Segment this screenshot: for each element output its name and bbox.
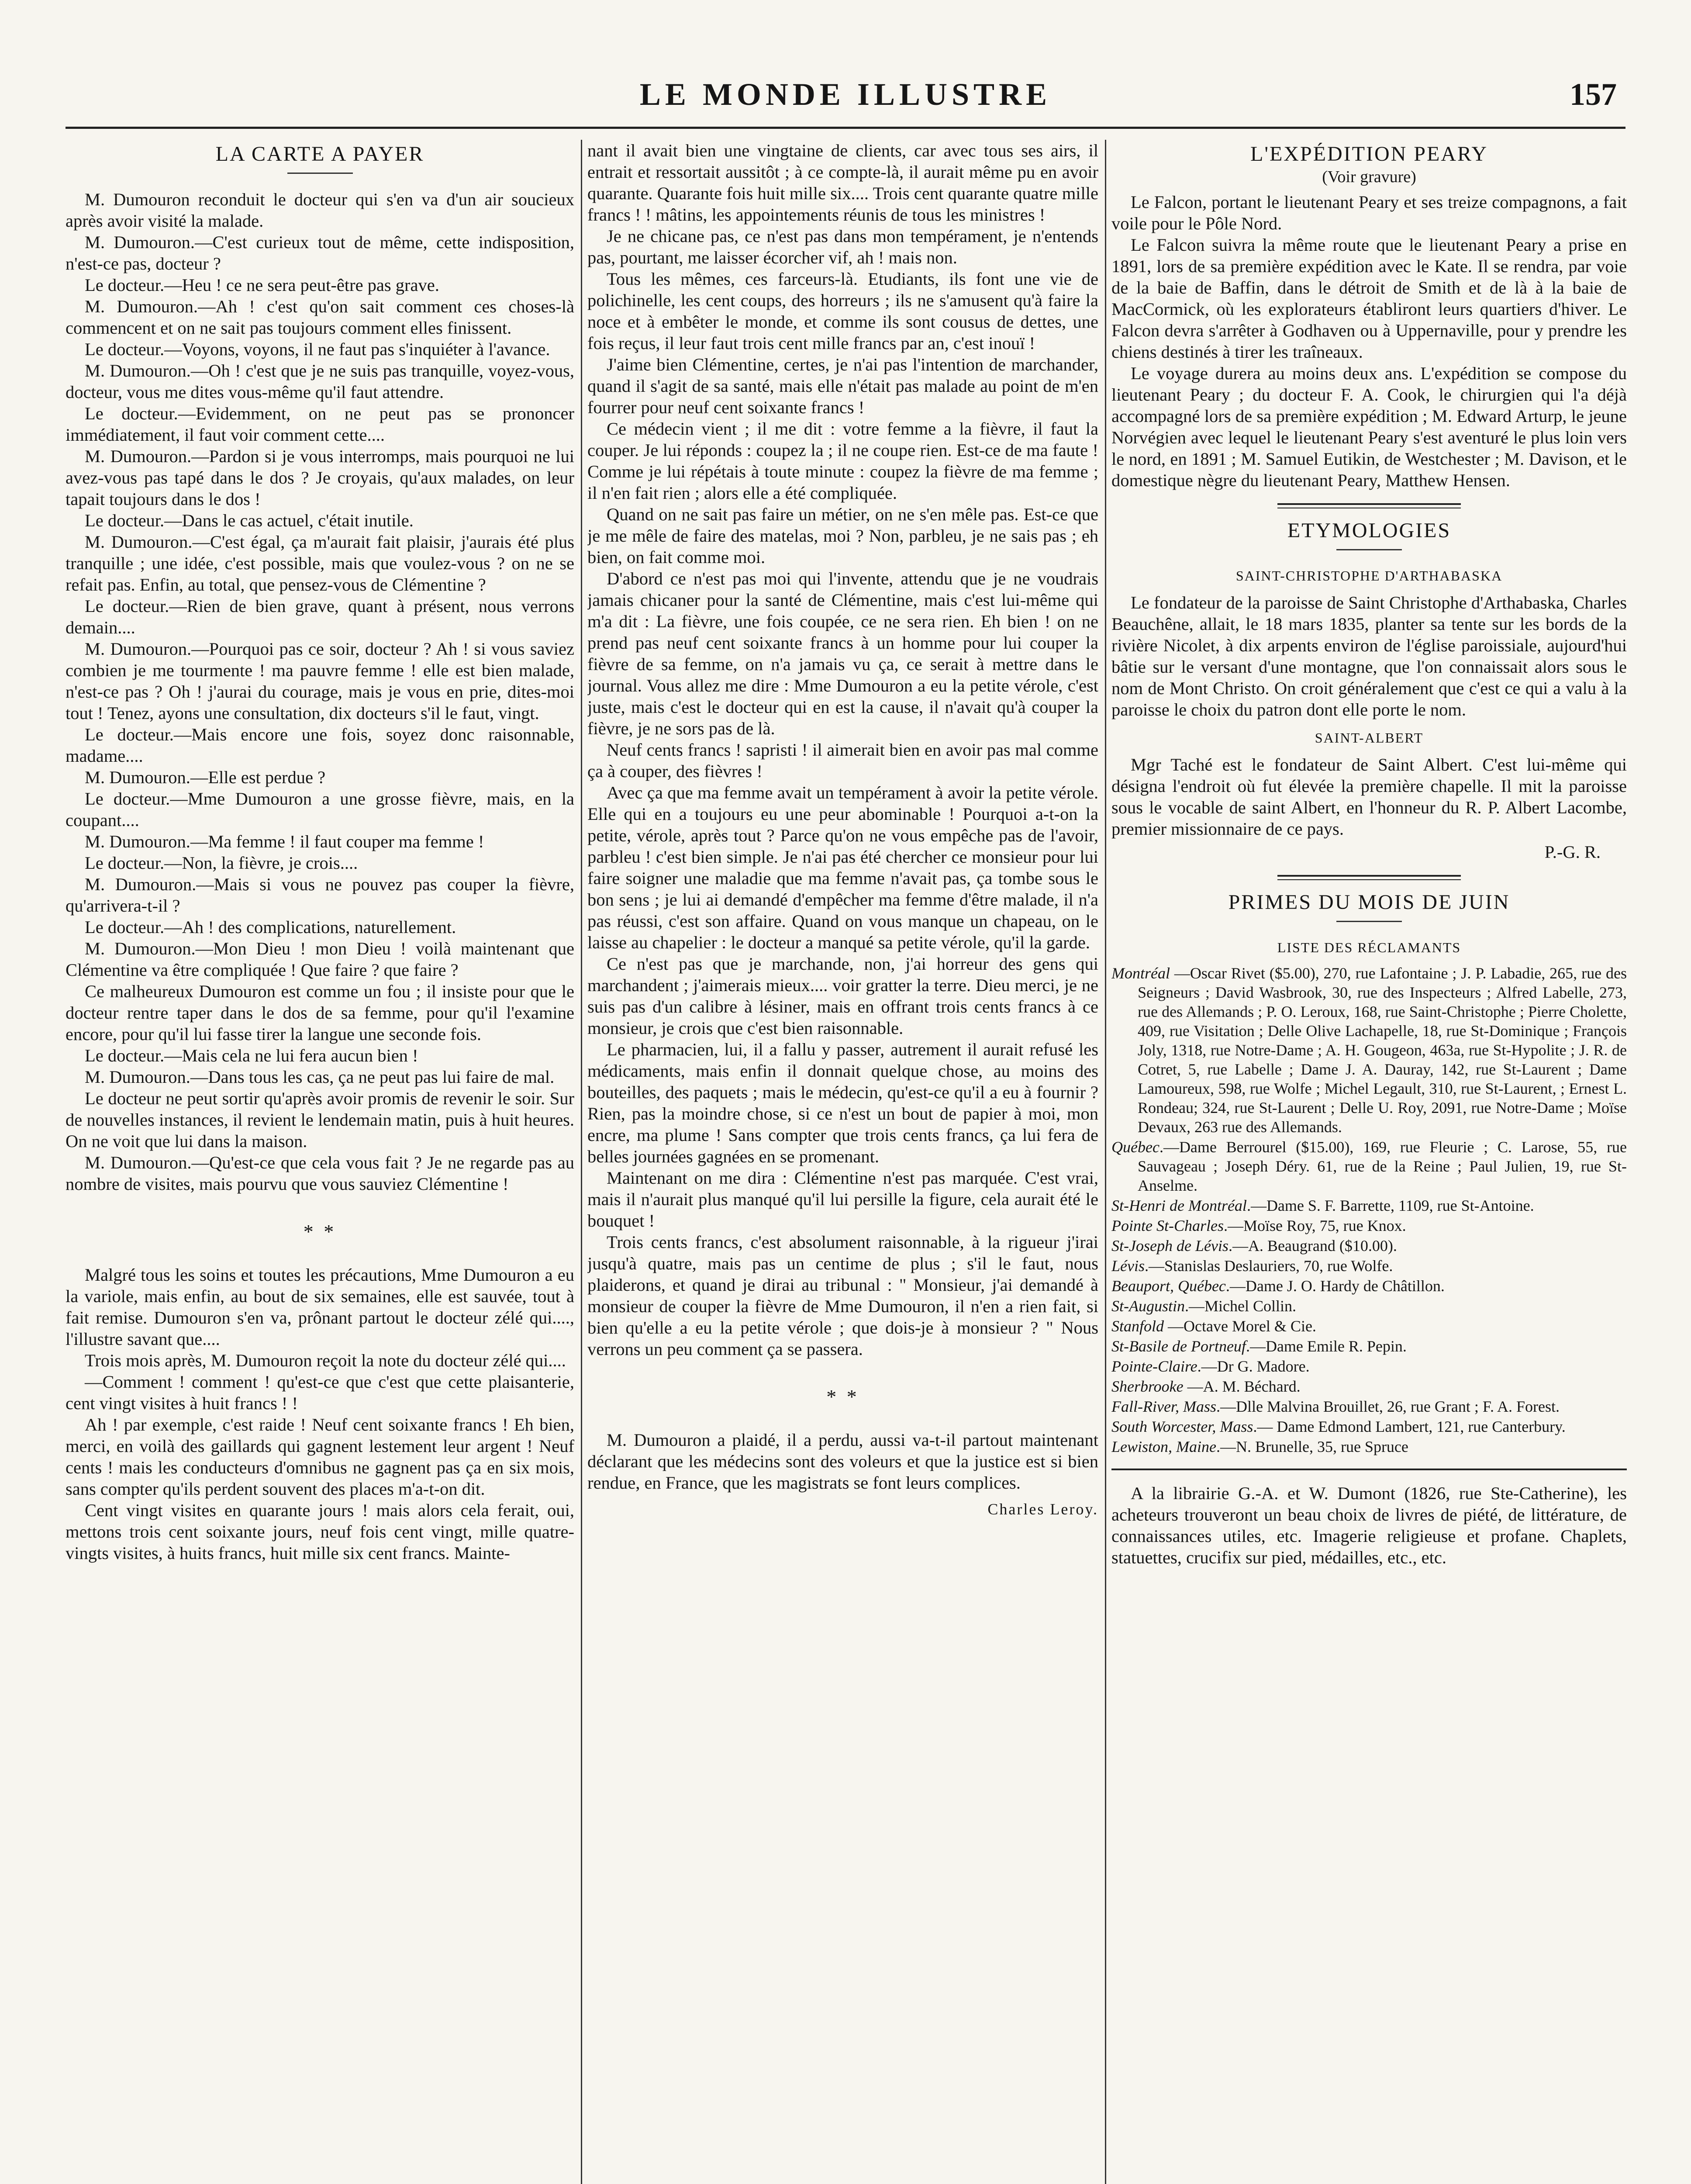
prime-city: Sherbrooke [1111, 1378, 1184, 1395]
list-item [1111, 964, 1627, 1137]
prime-city: Beauport, Québec [1111, 1277, 1226, 1295]
list-item [1111, 1437, 1627, 1456]
prime-city: St-Basile de Portneuf [1111, 1337, 1246, 1355]
title-rule [1336, 549, 1402, 550]
prime-text: .—Dame J. O. Hardy de Châtillon. [1225, 1277, 1445, 1295]
section-divider [1277, 503, 1461, 508]
paragraph: M. Dumouron.—Dans tous les cas, ça ne peut pas lui faire de mal. [85, 1067, 555, 1087]
paragraph: D'abord ce n'est pas moi qui l'invente, attendu que je ne voudrais jamais chicaner pour la santé de Clémentine, mais c'est lui-même qui m'a dit : La fièvre, une fois coupée, ce ne sera rien. Eh bien ! on ne prend pas neuf cent soixante francs à un homme pour lui couper la fièvre de sa femme, on n'a jamais vu ça, ce serait à mettre dans le journal. Vous allez me dire : Mme Dumouron a eu la petite vérole, c'est juste, mais c'est le docteur qui en est la cause, il n'avait qu'à couper la fièvre, je ne sors pas de là. [587, 569, 1098, 738]
list-item [1111, 1357, 1627, 1376]
list-item [1111, 1337, 1627, 1356]
paragraph: Malgré tous les soins et toutes les précautions, Mme Dumouron a eu la variole, mais enfin, au bout de six semaines, elle est sauvée, tout à fait remise. Dumouron s'en va, prônant partout le docteur zélé qui...., l'illustre savant que.... [66, 1265, 574, 1349]
paragraph: Avec ça que ma femme avait un tempérament à avoir la petite vérole. Elle qui en a toujours eu une peur abominable ! Pourquoi a-t-on la petite, vérole, après tout ? Parce qu'on ne vous empêche pas de l'avoir, parbleu ! c'est bien simple. Je n'ai pas été chercher ce monsieur pour lui faire soigner une maladie que ma femme n'avait pas, ça tombe sous le bon sens ; je lui ai demandé d'empêcher ma femme d'être malade, il n'a pas réussi, c'est son affaire. Quand on vous manque un chapeau, on le laisse au chapelier : le docteur a manqué sa petite vérole, qu'il la garde. [587, 783, 1098, 952]
paragraph: Trois mois après, M. Dumouron reçoit la note du docteur zélé qui.... [85, 1351, 566, 1370]
list-item [1111, 1236, 1627, 1255]
paragraph: A la librairie G.-A. et W. Dumont (1826, rue Ste-Catherine), les acheteurs trouveront un beau choix de livres de piété, de littérature, de connaissances utiles, etc. Imagerie religieuse et profane. Chaplets, statuettes, crucifix sur pied, médailles, etc., etc. [1111, 1483, 1627, 1567]
prime-city: St-Joseph de Lévis [1111, 1237, 1229, 1254]
article-continuation [587, 140, 1098, 1360]
list-item [1111, 1216, 1627, 1235]
primes-title: PRIMES DU MOIS DE JUIN [1228, 891, 1510, 914]
prime-text: .—A. Beaugrand ($10.00). [1228, 1237, 1397, 1254]
prime-text: .—Dame Berrourel ($15.00), 169, rue Fleurie ; C. Larose, 55, rue Sauvageau ; Joseph Déry. 61, rue de la Reine ; Paul Julien, 19, rue St-Anselme. [1138, 1138, 1627, 1194]
article-title: LA CARTE A PAYER [215, 142, 424, 166]
paragraph: M. Dumouron a plaidé, il a perdu, aussi va-t-il partout maintenant déclarant que les médecins sont des voleurs et que la justice est si bien rendue, en France, que les magistrats se font leurs complices. [587, 1430, 1098, 1493]
paragraph: M. Dumouron reconduit le docteur qui s'en va d'un air soucieux après avoir visité la malade. [66, 190, 574, 231]
etymology-signature: P.-G. R. [1544, 842, 1601, 862]
section-divider [1111, 1469, 1627, 1471]
prime-text: .—Dr G. Madore. [1197, 1358, 1310, 1375]
section-divider [1277, 875, 1461, 880]
asterism-separator: * * [826, 1386, 859, 1408]
page-number: 157 [1570, 77, 1617, 112]
paragraph: Ah ! par exemple, c'est raide ! Neuf cent soixante francs ! Eh bien, merci, en voilà des gaillards qui gagnent lestement leur argent ! Neuf cents ! mais les conducteurs d'omnibus ne gagnent pas ça en six mois, sans compter qu'ils perdent souvent des places m'a-t-on dit. [66, 1415, 574, 1499]
prime-city: Fall-River, Mass [1111, 1398, 1216, 1415]
header-rule [66, 127, 1625, 129]
prime-text: —Octave Morel & Cie. [1164, 1317, 1316, 1335]
paragraph: Trois cents francs, c'est absolument raisonnable, à la rigueur j'irai jusqu'à quatre, mais pas un centime de plus ; s'il le faut, nous plaiderons, et quand je dirai au tribunal : " Monsieur, j'ai demandé à monsieur de couper la fièvre de Mme Dumouron, il n'en a rien fait, si bien qu'elle a eu la petite vérole ; que dois-je à monsieur ? " Nous verrons un peu comment ça se passera. [587, 1232, 1098, 1359]
expedition-title: L'EXPÉDITION PEARY [1250, 142, 1488, 166]
prime-city: Québec [1111, 1138, 1160, 1156]
paragraph: Je ne chicane pas, ce n'est pas dans mon tempérament, je n'entends pas, pourtant, me laisser écorcher vif, ah ! mais non. [587, 226, 1098, 267]
etymology-heading-2: SAINT-ALBERT [1315, 730, 1424, 746]
list-item [1111, 1377, 1627, 1396]
prime-text: —Oscar Rivet ($5.00), 270, rue Lafontaine ; J. P. Labadie, 265, rue des Seigneurs ; David Wasbrook, 30, rue des Inspecteurs ; Alfred Labelle, 273, rue des Allemands ; P. O. Leroux, 168, rue Saint-Christophe ; Pierre Cholette, 409, rue Visitation ; Delle Olive Lachapelle, 18, rue St-Dominique ; François Joly, 1318, rue Notre-Dame ; A. H. Gougeon, 463a, rue St-Hypolite ; J. R. de Cotret, 5, rue Labelle ; Dame J. A. Dauray, 142, rue St-Laurent ; Dame Lamoureux, 598, rue Wolfe ; Michel Legault, 310, rue St-Laurent, ; Ernest L. Rondeau; 324, rue St-Laurent ; Delle U. Roy, 2091, rue Notre-Dame ; Moïse Devaux, 263 rue des Allemands. [1138, 964, 1627, 1136]
etymology-heading-1: SAINT-CHRISTOPHE D'ARTHABASKA [1235, 568, 1503, 584]
prime-city: Pointe-Claire [1111, 1358, 1198, 1375]
paragraph: Le pharmacien, lui, il a fallu y passer, autrement il aurait refusé les médicaments, mais enfin il donnait quelque chose, au moins des bouteilles, des paquets ; mais le médecin, qu'est-ce qu'il a eu à fournir ? Rien, pas la moindre chose, si ce n'est un bout de papier à moi, mon encre, ma plume ! Sans compter que trois cents francs, ça lui fera de belles journées gagnées en se promenant. [587, 1040, 1098, 1166]
masthead-title: LE MONDE ILLUSTRE [639, 77, 1052, 112]
paragraph: Le docteur.—Mais encore une fois, soyez donc raisonnable, madame.... [66, 725, 574, 766]
prime-city: Lévis [1111, 1257, 1145, 1275]
prime-city: St-Henri de Montréal [1111, 1197, 1247, 1214]
paragraph: M. Dumouron.—Mais si vous ne pouvez pas couper la fièvre, qu'arrivera-t-il ? [66, 874, 574, 916]
prime-city: Stanfold [1111, 1317, 1164, 1335]
list-item [1111, 1397, 1627, 1416]
prime-text: .—Dame S. F. Barrette, 1109, rue St-Antoine. [1246, 1197, 1534, 1214]
list-item [1111, 1276, 1627, 1296]
paragraph: Cent vingt visites en quarante jours ! mais alors cela ferait, oui, mettons trois cent soixante jours, neuf fois cent vingt, mille quatre-vingts visites, à huits francs, huit mille six cent francs. Mainte- [66, 1500, 574, 1563]
paragraph: M. Dumouron.—C'est curieux tout de même, cette indisposition, n'est-ce pas, docteur ? [66, 232, 574, 273]
paragraph: Le docteur.—Evidemment, on ne peut pas se prononcer immédiatement, il faut voir comment cette.... [66, 404, 574, 445]
prime-text: .—Dame Emile R. Pepin. [1246, 1337, 1407, 1355]
paragraph: Quand on ne sait pas faire un métier, on ne s'en mêle pas. Est-ce que je me mêle de faire des matelas, moi ? Non, parbleu, je ne sais pas ; eh bien, on fait comme moi. [587, 505, 1098, 567]
paragraph: Le docteur.—Rien de bien grave, quant à présent, nous verrons demain.... [66, 596, 574, 637]
column-3 [1111, 140, 1627, 2184]
paragraph: Maintenant on me dira : Clémentine n'est pas marquée. C'est vrai, mais il n'aurait plus manqué qu'il lui persille la figure, cela aurait été le bouquet ! [587, 1168, 1098, 1230]
author-signature: Charles Leroy. [987, 1500, 1098, 1518]
paragraph: Le docteur.—Ah ! des complications, naturellement. [85, 917, 456, 937]
paragraph: Ce malheureux Dumouron est comme un fou ; il insiste pour que le docteur rentre taper dans le dos de sa femme, pour qu'il l'examine encore, pour qu'il lui fasse tirer la langue une seconde fois. [66, 981, 574, 1044]
expedition-subtitle: (Voir gravure) [1322, 168, 1416, 186]
paragraph: J'aime bien Clémentine, certes, je n'ai pas l'intention de marchander, quand il s'agit de sa santé, mais elle n'était pas malade au point de m'en fourrer pour neuf cent soixante francs ! [587, 355, 1098, 417]
page-header [66, 76, 1625, 124]
prime-text: .—Dlle Malvina Brouillet, 26, rue Grant ; F. A. Forest. [1216, 1398, 1560, 1415]
prime-city: St-Augustin [1111, 1297, 1185, 1315]
paragraph: Le docteur.—Mais cela ne lui fera aucun bien ! [85, 1046, 418, 1065]
primes-subtitle: LISTE DES RÉCLAMANTS [1277, 940, 1461, 955]
paragraph: Le docteur.—Non, la fièvre, je crois.... [85, 853, 358, 873]
prime-text: .— Dame Edmond Lambert, 121, rue Canterbury. [1253, 1418, 1566, 1435]
list-item [1111, 1317, 1627, 1336]
paragraph: M. Dumouron.—Qu'est-ce que cela vous fait ? Je ne regarde pas au nombre de visites, mais pourvu que vous sauviez Clémentine ! [66, 1153, 574, 1194]
article-body-part1 [66, 189, 574, 1195]
asterism-separator: * * [303, 1220, 337, 1243]
paragraph: Le docteur.—Mme Dumouron a une grosse fièvre, mais, en la coupant.... [66, 789, 574, 830]
list-item [1111, 1137, 1627, 1195]
paragraph: —Comment ! comment ! qu'est-ce que c'est que cette plaisanterie, cent vingt visites à huit francs ! ! [66, 1372, 574, 1413]
column-1 [66, 140, 574, 2184]
paragraph: M. Dumouron.—Ah ! c'est qu'on sait comment ces choses-là commencent et on ne sait pas toujours comment elles finissent. [66, 297, 574, 338]
prime-city: Montréal [1111, 964, 1170, 982]
title-rule [1336, 921, 1402, 922]
prime-city: Pointe St-Charles [1111, 1217, 1224, 1234]
paragraph: Le docteur ne peut sortir qu'après avoir promis de revenir le soir. Sur de nouvelles instances, il revient le lendemain matin, puis à huit heures. On ne voit que lui dans la maison. [66, 1089, 574, 1151]
paragraph: nant il avait bien une vingtaine de clients, car avec tous ses airs, il entrait et ressortait aussitôt ; à ce compte-là, il aurait même pu en avoir quarante. Quarante fois huit mille six.... Trois cent quarante quatre mille francs ! ! mâtins, les appointements réunis de tous les ministres ! [587, 141, 1098, 225]
prime-city: Lewiston, Maine [1111, 1438, 1216, 1455]
paragraph: M. Dumouron.—Mon Dieu ! mon Dieu ! voilà maintenant que Clémentine va être compliquée ! Que faire ? que faire ? [66, 939, 574, 980]
paragraph: Le Falcon, portant le lieutenant Peary et ses treize compagnons, a fait voile pour le Pôle Nord. [1111, 192, 1627, 233]
list-item [1111, 1417, 1627, 1436]
paragraph: Le Falcon suivra la même route que le lieutenant Peary a prise en 1891, lors de sa première expédition avec le Kate. Il se rendra, par voie de la baie de Baffin, dans le détroit de Smith et de là à la baie de MacCormick, où les explorateurs établiront leurs quartiers d'hiver. Le Falcon devra s'arrêter à Godhaven ou à Uppernaville, pour y prendre les chiens destinés à tirer les traîneaux. [1111, 235, 1627, 362]
paragraph: Le voyage durera au moins deux ans. L'expédition se compose du lieutenant Peary ; du docteur F. A. Cook, le chirurgien qui l'a déjà accompagné lors de sa première expédition ; M. Edward Arturp, le jeune Norvégien avec lequel le lieutenant Peary s'est aventuré le plus loin vers le nord, en 1891 ; M. Samuel Eutikin, de Westchester ; M. Davison, et le domestique nègre du lieutenant Peary, Matthew Hensen. [1111, 363, 1627, 490]
primes-list [1111, 964, 1627, 1456]
prime-text: .—N. Brunelle, 35, rue Spruce [1216, 1438, 1408, 1455]
paragraph: M. Dumouron.—Pourquoi pas ce soir, docteur ? Ah ! si vous saviez combien je me tourmente ! ma pauvre femme ! elle est bien malade, n'est-ce pas ? Oh ! j'aurai du courage, mais je vous en prie, dites-moi tout ! Tenez, ayons une consultation, dix docteurs s'il le faut, vingt. [66, 639, 574, 723]
paragraph: Mgr Taché est le fondateur de Saint Albert. C'est lui-même qui désigna l'endroit où fut élevée la première chapelle. Il mit la paroisse sous le vocable de saint Albert, en l'honneur du R. P. Albert Lacombe, premier missionnaire de ce pays. [1111, 755, 1627, 839]
paragraph: Neuf cents francs ! sapristi ! il aimerait bien en avoir pas mal comme ça à couper, des fièvres ! [587, 740, 1098, 781]
paragraph: Le fondateur de la paroisse de Saint Christophe d'Arthabaska, Charles Beauchêne, allait, le 18 mars 1835, planter sa tente sur les bords de la rivière Nicolet, à dix arpents environ de l'église paroissiale, aujourd'hui bâtie sur le versant d'une montagne, que l'on connaissait alors sous le nom de Mont Christo. On croit généralement que c'est ce qui a valu à la paroisse le choix du patron dont elle porte le nom. [1111, 593, 1627, 719]
paragraph: Ce médecin vient ; il me dit : votre femme a la fièvre, il faut la couper. Je lui réponds : coupez la ; il ne coupe rien. Est-ce de ma faute ! Comme je lui répétais à toute minute : coupez la fièvre de ma femme ; il n'en fait rien ; alors elle a été compliquée. [587, 419, 1098, 503]
column-2 [587, 140, 1098, 2184]
paragraph: Le docteur.—Dans le cas actuel, c'était inutile. [85, 511, 414, 530]
paragraph: M. Dumouron.—Elle est perdue ? [85, 767, 326, 787]
paragraph: Le docteur.—Heu ! ce ne sera peut-être pas grave. [85, 275, 439, 295]
list-item [1111, 1296, 1627, 1316]
prime-text: .—Stanislas Deslauriers, 70, rue Wolfe. [1145, 1257, 1393, 1275]
list-item [1111, 1256, 1627, 1275]
paragraph: Ce n'est pas que je marchande, non, j'ai horreur des gens qui marchandent ; j'aimerais mieux.... voir gratter la terre. Dieu merci, je ne suis pas d'un calibre à lésiner, mais en offrant trois cents francs à ce monsieur, je crois que c'est bien raisonnable. [587, 954, 1098, 1038]
column-divider-2 [1105, 140, 1106, 2184]
prime-text: .—Michel Collin. [1185, 1297, 1296, 1315]
column-divider-1 [581, 140, 582, 2184]
paragraph: M. Dumouron.—Ma femme ! il faut couper ma femme ! [85, 832, 484, 851]
prime-text: .—Moïse Roy, 75, rue Knox. [1223, 1217, 1406, 1234]
paragraph: M. Dumouron.—C'est égal, ça m'aurait fait plaisir, j'aurais été plus tranquille ; une idée, c'est possible, mais que voulez-vous ? on ne se refait pas. Enfin, au total, que pensez-vous de Clémentine ? [66, 532, 574, 594]
article-body-part2 [66, 1264, 574, 1564]
list-item [1111, 1196, 1627, 1215]
title-rule [287, 173, 353, 174]
paragraph: M. Dumouron.—Pardon si je vous interromps, mais pourquoi ne lui avez-vous pas tapé dans le dos ? Je croyais, qu'aux malades, on leur tapait toujours dans le dos ! [66, 446, 574, 509]
prime-city: South Worcester, Mass [1111, 1418, 1253, 1435]
paragraph: Tous les mêmes, ces farceurs-là. Etudiants, ils font une vie de polichinelle, les cent coups, des horreurs ; ils ne s'amusent qu'à faire la noce et à embêter le monde, et comme ils sont cousus de dettes, une fois reçus, il leur faut trois cent mille francs par an, c'est inouï ! [587, 269, 1098, 353]
paragraph: M. Dumouron.—Oh ! c'est que je ne suis pas tranquille, voyez-vous, docteur, vous me dites vous-même qu'il faut attendre. [66, 361, 574, 402]
prime-text: —A. M. Béchard. [1183, 1378, 1301, 1395]
etymologies-title: ETYMOLOGIES [1287, 519, 1451, 542]
paragraph: Le docteur.—Voyons, voyons, il ne faut pas s'inquiéter à l'avance. [85, 339, 550, 359]
